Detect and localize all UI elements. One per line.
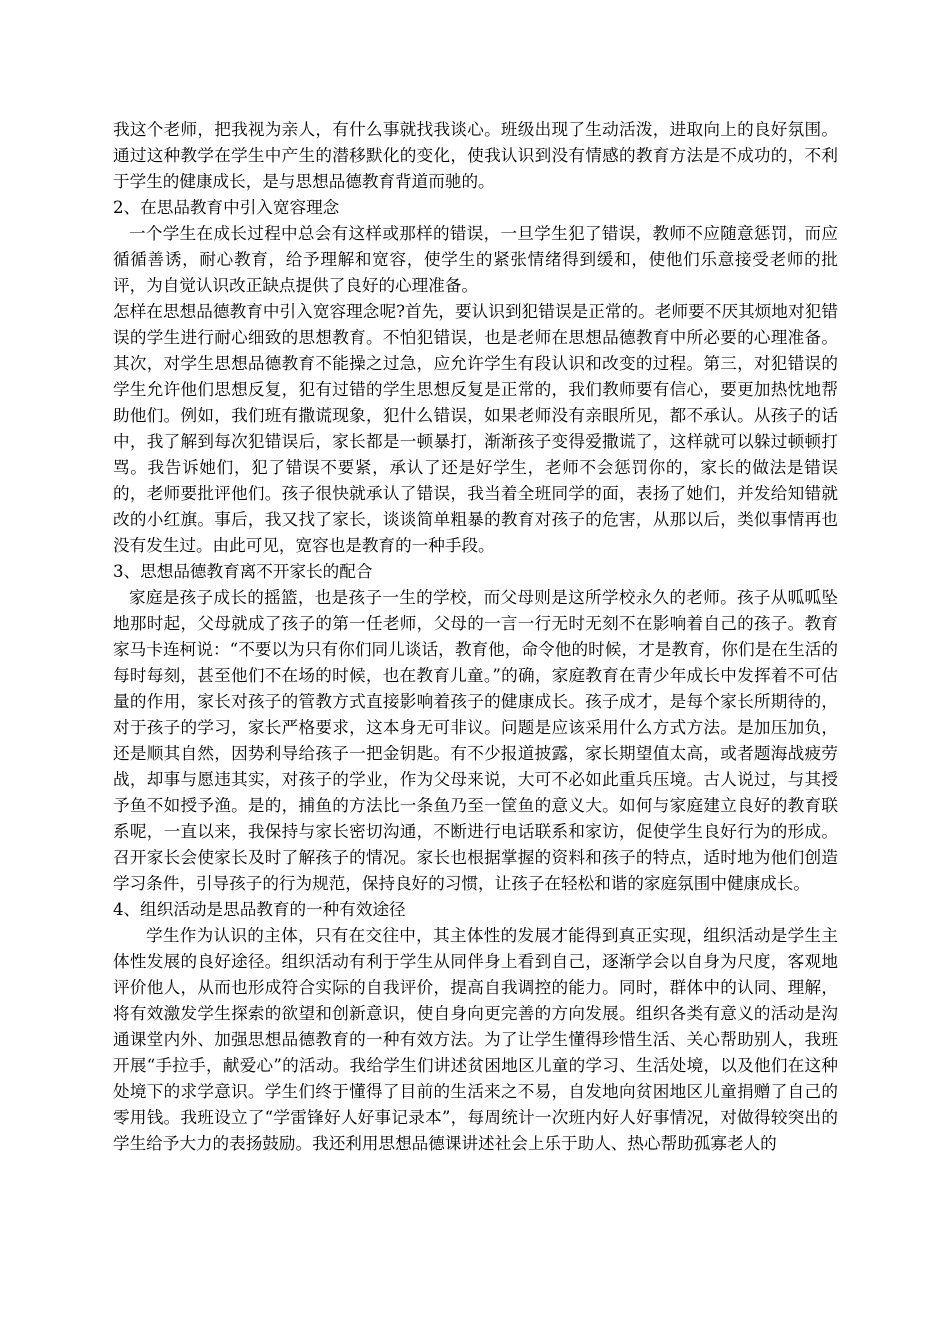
section-heading-2: 2、在思品教育中引入宽容理念 <box>113 198 340 217</box>
document-page <box>113 117 838 1157</box>
paragraph-activities: 学生作为认识的主体，只有在交往中，其主体性的发展才能得到真正实现，组织活动是学生主体性发展的良好途径。组织活动有利于学生从同伴身上看到自己，逐渐学会以自身为尺度，客观地评价他人，从而也形成符合实际的自我评价，提高自我调控的能力。同时，群体中的认同、理解，将有效激发学生探索的欲望和创新意识，使自身向更完善的方向发展。组织各类有意义的活动是沟通课堂内外、加强思想品德教育的一种有效方法。为了让学生懂得珍惜生活、关心帮助别人，我班开展“手拉手，献爱心”的活动。我给学生们讲述贫困地区儿童的学习、生活处境，以及他们在这种处境下的求学意识。学生们终于懂得了目前的生活来之不易，自发地向贫困地区儿童捐赠了自己的零用钱。我班设立了“学雷锋好人好事记录本”，每周统计一次班内好人好事情况，对做得较突出的学生给予大力的表扬鼓励。我还利用思想品德课讲述社会上乐于助人、热心帮助孤寡老人的 <box>113 926 838 1153</box>
section-heading-3: 3、思想品德教育离不开家长的配合 <box>113 562 373 581</box>
paragraph-continuation: 我这个老师，把我视为亲人，有什么事就找我谈心。班级出现了生动活泼，进取向上的良好氛围。通过这种教学在学生中产生的潜移默化的变化，使我认识到没有情感的教育方法是不成功的，不利于学生的健康成长，是与思想品德教育背道而驰的。 <box>113 120 838 191</box>
paragraph-tolerance-intro: 一个学生在成长过程中总会有这样或那样的错误，一旦学生犯了错误，教师不应随意惩罚，而应循循善诱，耐心教育，给予理解和宽容，使学生的紧张情绪得到缓和，使他们乐意接受老师的批评，为自觉认识改正缺点提供了良好的心理准备。 <box>113 224 838 295</box>
paragraph-tolerance-method: 怎样在思想品德教育中引入宽容理念呢?首先，要认识到犯错误是正常的。老师要不厌其烦地对犯错误的学生进行耐心细致的思想教育。不怕犯错误，也是老师在思想品德教育中所必要的心理准备。其次，对学生思想品德教育不能操之过急，应允许学生有段认识和改变的过程。第三，对犯错误的学生允许他们思想反复，犯有过错的学生思想反复是正常的，我们教师要有信心，要更加热忱地帮助他们。例如，我们班有撒谎现象，犯什么错误，如果老师没有亲眼所见，都不承认。从孩子的话中，我了解到每次犯错误后，家长都是一顿暴打，渐渐孩子变得爱撒谎了，这样就可以躲过顿顿打骂。我告诉她们，犯了错误不要紧，承认了还是好学生，老师不会惩罚你的，家长的做法是错误的，老师要批评他们。孩子很快就承认了错误，我当着全班同学的面，表扬了她们，并发给知错就改的小红旗。事后，我又找了家长，谈谈简单粗暴的教育对孩子的危害，从那以后，类似事情再也没有发生过。由此可见，宽容也是教育的一种手段。 <box>113 302 838 555</box>
section-heading-4: 4、组织活动是思品教育的一种有效途径 <box>113 900 406 919</box>
paragraph-family-cooperation: 家庭是孩子成长的摇篮，也是孩子一生的学校，而父母则是这所学校永久的老师。孩子从呱呱坠地那时起，父母就成了孩子的第一任老师，父母的一言一行无时无刻不在影响着自己的孩子。教育家马卡连柯说：“不要以为只有你们同儿谈话，教育他，命令他的时候，才是教育，你们是在生活的每时每刻，甚至他们不在场的时候，也在教育儿童。”的确，家庭教育在青少年成长中发挥着不可估量的作用，家长对孩子的管教方式直接影响着孩子的健康成长。孩子成才，是每个家长所期待的，对于孩子的学习，家长严格要求，这本身无可非议。问题是应该采用什么方式方法。是加压加负，还是顺其自然，因势利导给孩子一把金钥匙。有不少报道披露，家长期望值太高，或者题海战疲劳战，却事与愿违其实，对孩子的学业，作为父母来说，大可不必如此重兵压境。古人说过，与其授予鱼不如授予渔。是的，捕鱼的方法比一条鱼乃至一筐鱼的意义大。如何与家庭建立良好的教育联系呢，一直以来，我保持与家长密切沟通，不断进行电话联系和家访，促使学生良好行为的形成。召开家长会使家长及时了解孩子的情况。家长也根据掌握的资料和孩子的特点，适时地为他们创造学习条件，引导孩子的行为规范，保持良好的习惯，让孩子在轻松和谐的家庭氛围中健康成长。 <box>113 588 838 893</box>
